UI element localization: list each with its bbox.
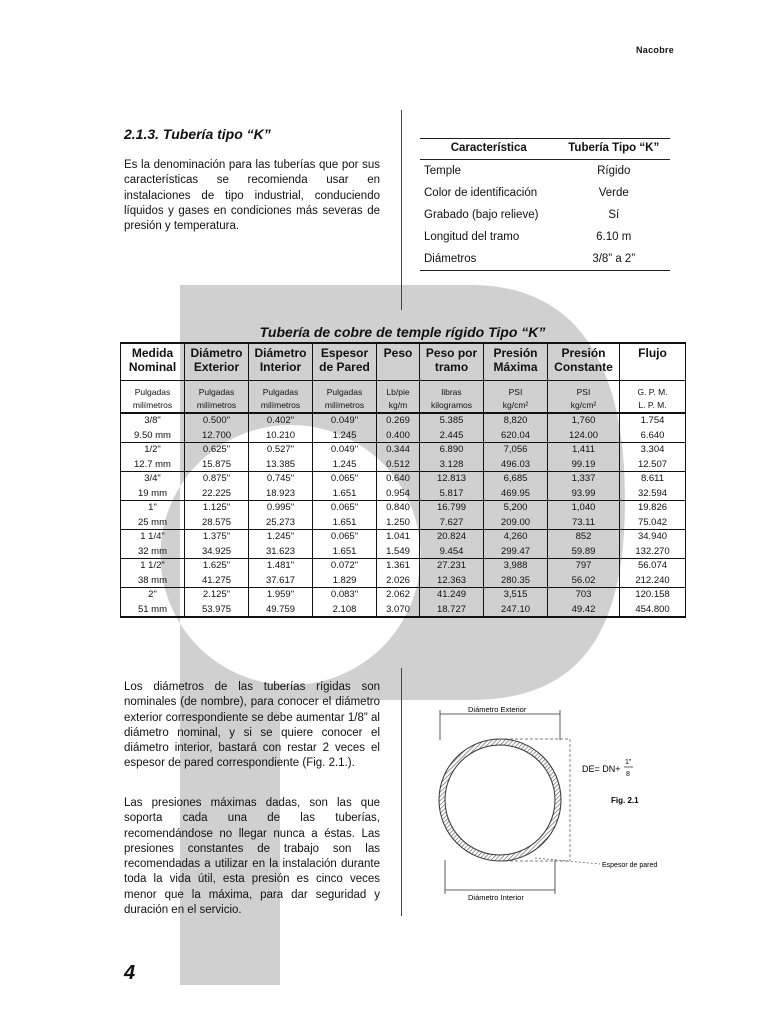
table-row: [121, 559, 686, 574]
characteristics-table: [420, 138, 670, 271]
table-cell: 0.049": [313, 443, 377, 458]
unit-label: milímetros: [185, 397, 249, 413]
table-cell: 0.269: [377, 413, 420, 428]
page-number: 4: [124, 962, 136, 984]
char-label: Temple: [424, 165, 462, 177]
unit-label: kg/m: [377, 397, 420, 413]
table-cell: 41.249: [420, 588, 484, 603]
table-cell: 209.00: [484, 515, 548, 530]
table-cell: 34.925: [185, 544, 249, 559]
table-cell: 124.00: [548, 428, 620, 443]
table-cell: 1.245: [313, 457, 377, 472]
char-value: Sí: [608, 209, 620, 221]
table-cell: 5.385: [420, 413, 484, 428]
table-cell: 3.304: [620, 443, 686, 458]
char-label: Color de identificación: [424, 187, 538, 199]
table-cell: 0.400: [377, 428, 420, 443]
table-cell: 0.072": [313, 559, 377, 574]
column-header: Medida Nominal: [121, 343, 185, 381]
table-cell: 93.99: [548, 486, 620, 501]
unit-label: Pulgadas: [121, 381, 185, 398]
table-cell: 5,200: [484, 501, 548, 516]
table-cell: 1.125": [185, 501, 249, 516]
table-cell: 0.049": [313, 413, 377, 428]
table-cell: 12.700: [185, 428, 249, 443]
table-cell: 2.125": [185, 588, 249, 603]
table-cell: 31.623: [249, 544, 313, 559]
char-row: [420, 182, 670, 204]
table-cell: 1.625": [185, 559, 249, 574]
char-header-type: Tubería Tipo “K”: [558, 139, 671, 160]
unit-label: milímetros: [313, 397, 377, 413]
table-cell: 120.158: [620, 588, 686, 603]
column-header: Peso: [377, 343, 420, 381]
table-cell: 1.651: [313, 486, 377, 501]
unit-label: Pulgadas: [249, 381, 313, 398]
pipe-inner-bore: [445, 745, 555, 855]
inner-diameter-label: Diámetro Interior: [468, 893, 524, 902]
char-row: [420, 226, 670, 248]
table-cell: 28.575: [185, 515, 249, 530]
figure-caption: Fig. 2.1: [611, 796, 639, 805]
column-header: Presión Constante: [548, 343, 620, 381]
unit-label: kg/cm²: [548, 397, 620, 413]
table-cell: 0.954: [377, 486, 420, 501]
table-cell: 3/8": [121, 413, 185, 428]
table-cell: 1.651: [313, 544, 377, 559]
table-caption: Tubería de cobre de temple rígido Tipo “K”: [259, 324, 546, 340]
table-row: [121, 501, 686, 516]
table-cell: 0.500": [185, 413, 249, 428]
unit-label: PSI: [484, 381, 548, 398]
table-cell: 13.385: [249, 457, 313, 472]
table-cell: 1 1/2": [121, 559, 185, 574]
table-cell: 1.250: [377, 515, 420, 530]
table-cell: 73.11: [548, 515, 620, 530]
table-cell: 2.108: [313, 602, 377, 617]
table-cell: 12.507: [620, 457, 686, 472]
table-cell: 18.727: [420, 602, 484, 617]
table-cell: 53.975: [185, 602, 249, 617]
unit-label: L. P. M.: [620, 397, 686, 413]
unit-label: Lb/pie: [377, 381, 420, 398]
table-cell: 59.89: [548, 544, 620, 559]
table-cell: 6,685: [484, 472, 548, 487]
table-cell: 0.065": [313, 472, 377, 487]
table-cell: 469.95: [484, 486, 548, 501]
brand-name: Nacobre: [636, 45, 675, 55]
table-cell: 620.04: [484, 428, 548, 443]
column-header: Espesor de Pared: [313, 343, 377, 381]
table-cell: 3.070: [377, 602, 420, 617]
table-cell: 1.481": [249, 559, 313, 574]
table-cell: 41.275: [185, 573, 249, 588]
table-cell: 0.083": [313, 588, 377, 603]
table-cell: 2.062: [377, 588, 420, 603]
char-value: 3/8” a 2”: [558, 248, 671, 271]
table-cell: 0.875": [185, 472, 249, 487]
unit-label: G. P. M.: [620, 381, 686, 398]
table-cell: 703: [548, 588, 620, 603]
table-cell: 454.800: [620, 602, 686, 617]
intro-paragraph: Es la denominación para las tuberías que por sus características se recomienda usar en instalaciones de tipo industrial, conduciendo líquidos y gases en condiciones más severas de presión y temperatura.: [124, 159, 380, 233]
table-cell: 56.02: [548, 573, 620, 588]
column-divider-top: [401, 110, 402, 310]
table-cell: 25 mm: [121, 515, 185, 530]
unit-label: Pulgadas: [313, 381, 377, 398]
table-cell: 12.7 mm: [121, 457, 185, 472]
table-cell: 1 1/4": [121, 530, 185, 545]
table-cell: 0.527": [249, 443, 313, 458]
unit-label: PSI: [548, 381, 620, 398]
wall-thickness-label: Espesor de pared: [602, 862, 658, 869]
unit-label: Pulgadas: [185, 381, 249, 398]
table-cell: 3.128: [420, 457, 484, 472]
table-cell: 75.042: [620, 515, 686, 530]
char-row: [420, 204, 670, 226]
table-cell: 22.225: [185, 486, 249, 501]
table-cell: 0.840: [377, 501, 420, 516]
table-cell: 7,056: [484, 443, 548, 458]
table-cell: 1.361: [377, 559, 420, 574]
table-cell: 19.826: [620, 501, 686, 516]
pipe-cross-section-figure: [430, 700, 680, 910]
table-cell: 1.754: [620, 413, 686, 428]
table-cell: 797: [548, 559, 620, 574]
table-row: [121, 515, 686, 530]
column-divider-bottom: [401, 668, 402, 916]
table-row: [121, 413, 686, 428]
outer-diameter-label: Diámetro Exterior: [468, 705, 527, 714]
table-row: [121, 544, 686, 559]
table-row: [121, 573, 686, 588]
table-cell: 27.231: [420, 559, 484, 574]
table-cell: 20.824: [420, 530, 484, 545]
table-cell: 32 mm: [121, 544, 185, 559]
table-cell: 852: [548, 530, 620, 545]
table-cell: 1.245: [313, 428, 377, 443]
char-value: Verde: [598, 187, 629, 199]
table-cell: 19 mm: [121, 486, 185, 501]
column-header: Flujo: [620, 343, 686, 381]
table-cell: 1.651: [313, 515, 377, 530]
table-cell: 1,040: [548, 501, 620, 516]
table-cell: 0.065": [313, 530, 377, 545]
body-paragraph-1: Los diámetros de las tuberías rígidas son nominales (de nombre), para conocer el diámetro exterior correspondiente se debe aumentar 1/8” al diámetro nominal, y si se quiere conocer el diámetro interior, bastará con restar 2 veces el espesor de pared correspondiente (Fig. 2.1.).: [124, 681, 380, 770]
table-cell: 0.745": [249, 472, 313, 487]
table-cell: 2.026: [377, 573, 420, 588]
table-cell: 37.617: [249, 573, 313, 588]
table-row: [121, 588, 686, 603]
table-cell: 1,760: [548, 413, 620, 428]
table-cell: 9.50 mm: [121, 428, 185, 443]
char-row: [420, 160, 670, 183]
char-value: 6.10 m: [596, 231, 632, 243]
body-paragraph-2: Las presiones máximas dadas, son las que soporta cada una de las tuberías, recomendándose no llegar nunca a éstas. Las presiones constantes de trabajo son las recomendadas a utilizar en la instalación durante toda la vida útil, esta presión es cinco veces menor que la máxima, para dar seguridad y duración en el servicio.: [124, 797, 380, 917]
table-cell: 18.923: [249, 486, 313, 501]
table-cell: 1.245": [249, 530, 313, 545]
table-cell: 1.549: [377, 544, 420, 559]
unit-label: milímetros: [121, 397, 185, 413]
char-header-feature: Característica: [420, 139, 558, 160]
table-cell: 247.10: [484, 602, 548, 617]
table-cell: 496.03: [484, 457, 548, 472]
table-cell: 56.074: [620, 559, 686, 574]
table-cell: 9.454: [420, 544, 484, 559]
table-cell: 299.47: [484, 544, 548, 559]
table-cell: 0.512: [377, 457, 420, 472]
table-cell: 0.344: [377, 443, 420, 458]
table-cell: 3,515: [484, 588, 548, 603]
formula-numerator: 1": [625, 759, 632, 766]
table-cell: 34.940: [620, 530, 686, 545]
column-header: Diámetro Exterior: [185, 343, 249, 381]
table-cell: 1.959": [249, 588, 313, 603]
table-cell: 7.627: [420, 515, 484, 530]
table-row: [121, 486, 686, 501]
table-cell: 16.799: [420, 501, 484, 516]
table-cell: 3/4": [121, 472, 185, 487]
table-cell: 212.240: [620, 573, 686, 588]
char-value: Rígido: [597, 165, 631, 177]
char-row: [420, 248, 670, 271]
column-header: Peso por tramo: [420, 343, 484, 381]
table-cell: 12.813: [420, 472, 484, 487]
unit-label: kg/cm²: [484, 397, 548, 413]
table-cell: 10.210: [249, 428, 313, 443]
section-title: 2.1.3. Tubería tipo “K”: [124, 126, 271, 142]
char-label: Grabado (bajo relieve): [424, 209, 539, 221]
table-cell: 38 mm: [121, 573, 185, 588]
table-cell: 51 mm: [121, 602, 185, 617]
table-cell: 1": [121, 501, 185, 516]
table-cell: 2.445: [420, 428, 484, 443]
table-cell: 1.375": [185, 530, 249, 545]
table-cell: 1,411: [548, 443, 620, 458]
table-cell: 49.42: [548, 602, 620, 617]
table-cell: 280.35: [484, 573, 548, 588]
table-row: [121, 457, 686, 472]
table-cell: 0.065": [313, 501, 377, 516]
table-cell: 32.594: [620, 486, 686, 501]
table-cell: 0.995": [249, 501, 313, 516]
table-cell: 1/2": [121, 443, 185, 458]
table-cell: 8,820: [484, 413, 548, 428]
unit-label: libras: [420, 381, 484, 398]
table-cell: 12.363: [420, 573, 484, 588]
unit-label: kilogramos: [420, 397, 484, 413]
formula-denominator: 8: [626, 771, 630, 778]
table-cell: 6.890: [420, 443, 484, 458]
table-row: [121, 443, 686, 458]
table-cell: 2": [121, 588, 185, 603]
table-cell: 1,337: [548, 472, 620, 487]
char-label: Diámetros: [420, 248, 558, 271]
table-cell: 1.041: [377, 530, 420, 545]
table-row: [121, 602, 686, 617]
table-cell: 0.402": [249, 413, 313, 428]
table-cell: 132.270: [620, 544, 686, 559]
column-header: Diámetro Interior: [249, 343, 313, 381]
table-row: [121, 530, 686, 545]
pipe-specs-table: [120, 342, 686, 618]
table-row: [121, 472, 686, 487]
table-cell: 15.875: [185, 457, 249, 472]
column-header: Presión Máxima: [484, 343, 548, 381]
table-cell: 6.640: [620, 428, 686, 443]
table-cell: 0.640: [377, 472, 420, 487]
unit-label: milímetros: [249, 397, 313, 413]
table-cell: 3,988: [484, 559, 548, 574]
formula-text: DE= DN+: [582, 764, 621, 774]
table-row: [121, 428, 686, 443]
char-label: Longitud del tramo: [424, 231, 520, 243]
table-cell: 99.19: [548, 457, 620, 472]
table-cell: 4,260: [484, 530, 548, 545]
table-cell: 5.817: [420, 486, 484, 501]
table-cell: 0.625": [185, 443, 249, 458]
table-cell: 1.829: [313, 573, 377, 588]
table-cell: 25.273: [249, 515, 313, 530]
table-cell: 8.611: [620, 472, 686, 487]
table-cell: 49.759: [249, 602, 313, 617]
